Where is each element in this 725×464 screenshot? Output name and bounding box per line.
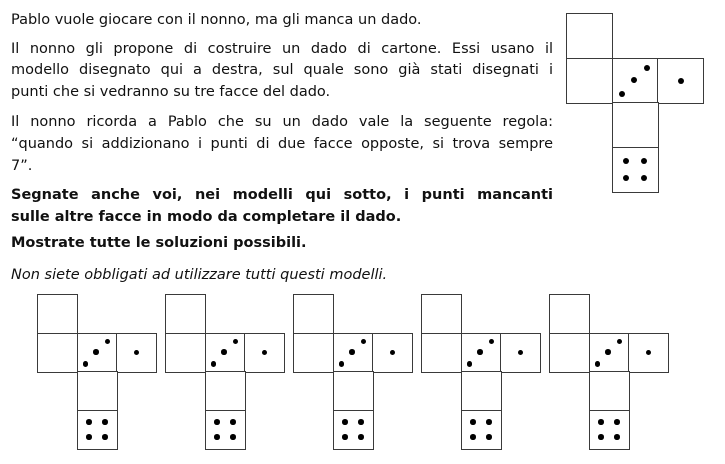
- die-face-4: [77, 410, 118, 450]
- die-net-copy-1: [37, 294, 158, 450]
- pip: [678, 78, 684, 84]
- text-line: 7”.: [11, 157, 33, 174]
- pip: [623, 175, 629, 181]
- pip: [617, 339, 623, 345]
- die-face-blank: [165, 294, 206, 334]
- die-face-blank: [589, 371, 630, 411]
- die-face-blank: [77, 371, 118, 411]
- pip: [230, 419, 236, 425]
- pip: [518, 350, 524, 356]
- pip: [342, 419, 348, 425]
- text-line: modello disegnato qui a destra, sul quale sono già stati disegnati i: [11, 62, 553, 79]
- paragraph-intro: [11, 10, 553, 32]
- die-face-3: [205, 333, 246, 373]
- pip: [486, 419, 492, 425]
- pip: [641, 175, 647, 181]
- die-face-blank: [549, 294, 590, 334]
- die-face-blank: [333, 371, 374, 411]
- die-net-copy-3: [293, 294, 414, 450]
- paragraph-task: [11, 185, 553, 228]
- pip: [644, 65, 650, 71]
- pip: [605, 349, 611, 355]
- pip: [598, 434, 604, 440]
- pip: [233, 339, 239, 345]
- pip: [489, 339, 495, 345]
- text-line: Segnate anche voi, nei modelli qui sotto, i punti mancanti: [11, 187, 553, 204]
- die-face-blank: [293, 294, 334, 334]
- die-face-4: [589, 410, 630, 450]
- die-face-4: [612, 147, 659, 193]
- pip: [102, 419, 108, 425]
- pip: [211, 361, 217, 367]
- pip: [93, 349, 99, 355]
- paragraph-note: [11, 265, 553, 287]
- pip: [358, 419, 364, 425]
- text-line: Il nonno gli propone di costruire un dado di cartone. Essi usano il: [11, 40, 553, 57]
- die-face-4: [333, 410, 374, 450]
- pip: [230, 434, 236, 440]
- paragraph-proposal: [11, 39, 553, 104]
- pip: [470, 419, 476, 425]
- die-face-3: [461, 333, 502, 373]
- die-face-3: [612, 58, 659, 104]
- pip: [86, 419, 92, 425]
- paragraph-rule: [11, 112, 553, 177]
- text-line: Il nonno ricorda a Pablo che su un dado vale la seguente regola:: [11, 114, 553, 131]
- die-face-blank: [549, 333, 590, 373]
- pip: [477, 349, 483, 355]
- pip: [646, 350, 652, 356]
- text-line: Mostrate tutte le soluzioni possibili.: [11, 235, 307, 252]
- pip: [221, 349, 227, 355]
- text-line: punti che si vedranno su tre facce del dado.: [11, 83, 331, 100]
- die-face-blank: [205, 371, 246, 411]
- die-face-1: [500, 333, 541, 373]
- text-line: Pablo vuole giocare con il nonno, ma gli manca un dado.: [11, 12, 422, 28]
- die-face-blank: [461, 371, 502, 411]
- pip: [83, 361, 89, 367]
- problem-statement: [11, 10, 553, 287]
- pip: [214, 419, 220, 425]
- die-face-3: [333, 333, 374, 373]
- die-face-1: [657, 58, 704, 104]
- pip: [470, 434, 476, 440]
- die-face-blank: [421, 333, 462, 373]
- pip: [595, 361, 601, 367]
- text-line: “quando si addizionano i punti di due facce opposte, si trova sempre: [11, 135, 553, 152]
- pip: [214, 434, 220, 440]
- die-face-1: [628, 333, 669, 373]
- pip: [339, 361, 345, 367]
- pip: [641, 158, 647, 164]
- die-face-1: [372, 333, 413, 373]
- pip: [623, 158, 629, 164]
- die-net-model: [566, 13, 705, 194]
- die-face-1: [116, 333, 157, 373]
- die-face-blank: [566, 58, 613, 104]
- blank-nets-row: [37, 294, 670, 450]
- die-face-3: [589, 333, 630, 373]
- pip: [86, 434, 92, 440]
- pip: [349, 349, 355, 355]
- die-net-copy-5: [549, 294, 670, 450]
- paragraph-show-solutions: [11, 233, 553, 255]
- pip: [361, 339, 367, 345]
- pip: [102, 434, 108, 440]
- die-face-blank: [293, 333, 334, 373]
- pip: [598, 419, 604, 425]
- die-face-4: [461, 410, 502, 450]
- die-face-blank: [612, 102, 659, 148]
- die-face-blank: [421, 294, 462, 334]
- die-face-4: [205, 410, 246, 450]
- die-face-blank: [165, 333, 206, 373]
- die-face-1: [244, 333, 285, 373]
- pip: [614, 434, 620, 440]
- pip: [631, 77, 637, 83]
- die-face-blank: [566, 13, 613, 59]
- die-net-copy-2: [165, 294, 286, 450]
- text-line: sulle altre facce in modo da completare il dado.: [11, 208, 402, 225]
- pip: [619, 91, 625, 97]
- pip: [134, 350, 140, 356]
- pip: [467, 361, 473, 367]
- pip: [358, 434, 364, 440]
- die-face-3: [77, 333, 118, 373]
- die-net-copy-4: [421, 294, 542, 450]
- pip: [614, 419, 620, 425]
- pip: [105, 339, 111, 345]
- pip: [390, 350, 396, 356]
- pip: [486, 434, 492, 440]
- text-line: Non siete obbligati ad utilizzare tutti questi modelli.: [11, 266, 388, 283]
- pip: [342, 434, 348, 440]
- die-face-blank: [37, 333, 78, 373]
- pip: [262, 350, 268, 356]
- die-face-blank: [37, 294, 78, 334]
